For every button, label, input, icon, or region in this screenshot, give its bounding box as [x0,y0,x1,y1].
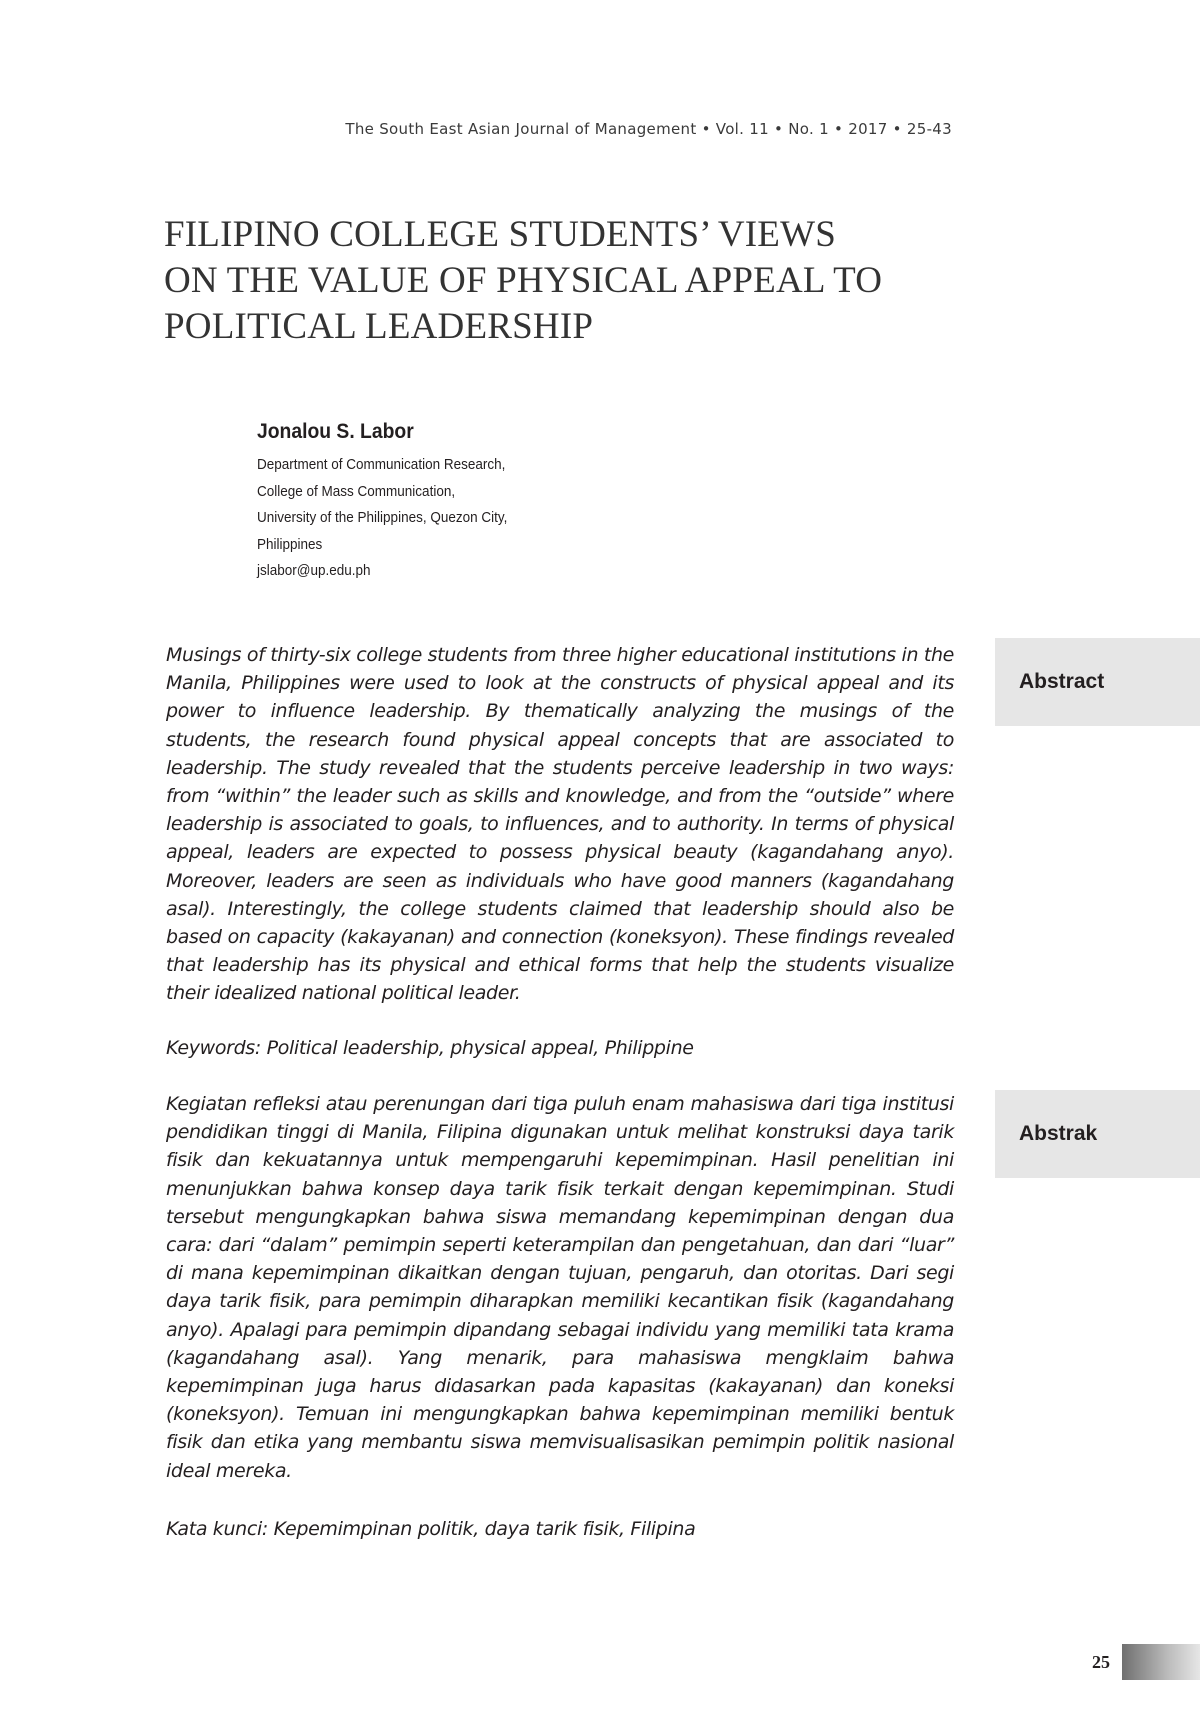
page-tab-decoration [1122,1644,1200,1680]
page-number: 25 [1092,1652,1110,1672]
author-block [257,420,535,585]
affiliation-country: Philippines [257,535,323,553]
title-line-1: FILIPINO COLLEGE STUDENTS’ VIEWS [164,214,837,255]
affiliation-college: College of Mass Communication, [257,482,456,500]
keywords-english [166,1034,954,1062]
abstract-label: Abstract [995,638,1200,726]
abstract-indonesian [166,1090,954,1485]
author-name: Jonalou S. Labor [257,420,414,443]
abstract-indonesian-text: Kegiatan refleksi atau perenungan dari tiga puluh enam mahasiswa dari tiga institusi pendidikan tinggi di Manila, Filipina digunakan untuk melihat konstruksi daya tarik fisik dan kekuatannya untuk mempengaruhi kepemimpinan. Hasil penelitian ini menunjukkan bahwa konsep daya tarik fisik terkait dengan kepemimpinan. Studi tersebut mengungkapkan bahwa siswa memandang kepemimpinan dengan dua cara: dari “dalam” pemimpin seperti keterampilan dan pengetahuan, dan dari “luar” di mana kepemimpinan dikaitkan dengan tujuan, pengaruh, dan otoritas. Dari segi daya tarik fisik, para pemimpin diharapkan memiliki kecantikan fisik (kagandahang anyo). Apalagi para pemimpin dipandang sebagai individu yang memiliki tata krama (kagandahang asal). Yang menarik, para mahasiswa mengklaim bahwa kepemimpinan juga harus didasarkan pada kapasitas (kakayanan) dan koneksi (koneksyon). Temuan ini mengungkapkan bahwa kepemimpinan memiliki bentuk fisik dan etika yang membantu siswa memvisualisasikan pemimpin politik nasional ideal mereka. [166,1093,954,1482]
author-email: jslabor@up.edu.ph [257,562,371,579]
abstrak-label: Abstrak [995,1090,1200,1178]
keywords-english-text: Keywords: Political leadership, physical appeal, Philippine [166,1037,694,1059]
keywords-indonesian [166,1515,954,1543]
abstract-english [166,641,954,1008]
keywords-indonesian-text: Kata kunci: Kepemimpinan politik, daya tarik fisik, Filipina [166,1518,696,1540]
abstract-english-text: Musings of thirty-six college students from three higher educational institutions in the Manila, Philippines were used to look at the constructs of physical appeal and its power to influence leadership. By thematically analyzing the musings of the students, the research found physical appeal concepts that are associated to leadership. The study revealed that the students perceive leadership in two ways: from “within” the leader such as skills and knowledge, and from the “outside” where leadership is associated to goals, to influences, and to authority. In terms of physical appeal, leaders are expected to possess physical beauty (kagandahang anyo). Moreover, leaders are seen as individuals who have good manners (kagandahang asal). Interestingly, the college students claimed that leadership should also be based on capacity (kakayanan) and connection (koneksyon). These findings revealed that leadership has its physical and ethical forms that help the students visualize their idealized national political leader. [166,644,954,1005]
title-line-2: ON THE VALUE OF PHYSICAL APPEAL TO [164,260,883,301]
affiliation-university: University of the Philippines, Quezon City, [257,509,508,526]
article-title [164,212,984,350]
running-header: The South East Asian Journal of Management • Vol. 11 • No. 1 • 2017 • 25-43 [345,120,952,138]
affiliation-department: Department of Communication Research, [257,456,506,473]
title-line-3: POLITICAL LEADERSHIP [164,306,594,347]
